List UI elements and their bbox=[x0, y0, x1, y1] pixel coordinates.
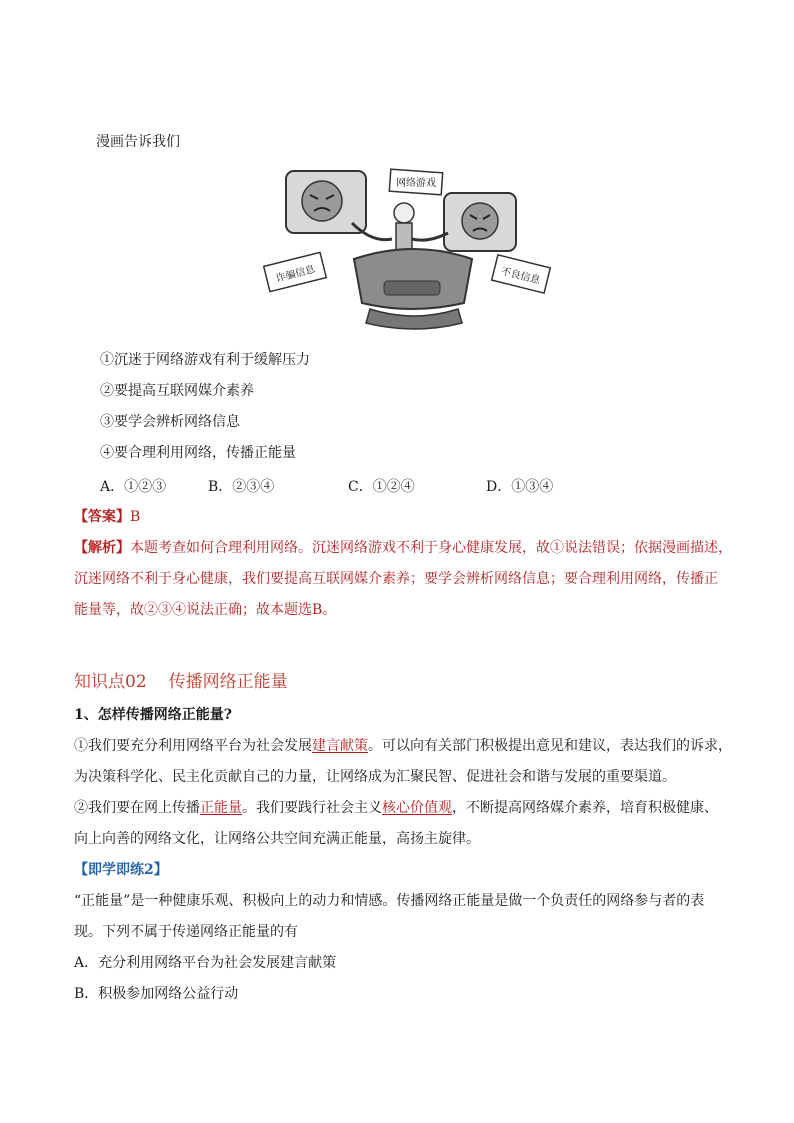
sign-top bbox=[389, 169, 442, 195]
analysis-label: 【解析】 bbox=[74, 540, 130, 556]
person-figure bbox=[394, 203, 414, 253]
section-heading bbox=[74, 667, 288, 692]
analysis-line-1: 【解析】本题考查如何合理利用网络。沉迷网络游戏不利于身心健康发展，故①说法错误；依据漫画描述， bbox=[74, 540, 732, 556]
keyword-zhengnengliang: 正能量 bbox=[200, 800, 242, 816]
statement-3: ③要学会辨析网络信息 bbox=[100, 414, 240, 430]
svg-text:诈骗信息: 诈骗信息 bbox=[274, 264, 317, 285]
option-a: A．①②③ bbox=[100, 479, 167, 495]
svg-text:不良信息: 不良信息 bbox=[499, 266, 542, 287]
statement-2: ②要提高互联网媒介素养 bbox=[100, 383, 254, 399]
intro-text: 漫画告诉我们 bbox=[96, 134, 180, 150]
para1-line-1: ①我们要充分利用网络平台为社会发展建言献策。可以向有关部门积极提出意见和建议，表达我们的诉求， bbox=[74, 738, 732, 754]
option-b: B．②③④ bbox=[208, 479, 275, 495]
para2-line-1: ②我们要在网上传播正能量。我们要践行社会主义核心价值观，不断提高网络媒介素养，培育积极健康、 bbox=[74, 800, 718, 816]
bottom-monitor-figure bbox=[354, 249, 472, 329]
question-heading: 1、怎样传播网络正能量? bbox=[74, 707, 232, 723]
keyword-jianyan: 建言献策 bbox=[312, 738, 368, 754]
option-c: C．①②④ bbox=[348, 479, 415, 495]
keyword-hexinjiazhiguan: 核心价值观 bbox=[382, 800, 452, 816]
para2-line-2: 向上向善的网络文化，让网络公共空间充满正能量，高扬主旋律。 bbox=[74, 831, 480, 847]
section-number: 知识点02 bbox=[74, 672, 147, 692]
practice-option-a: A．充分利用网络平台为社会发展建言献策 bbox=[74, 955, 337, 971]
analysis-line-3: 能量等，故②③④说法正确；故本题选B。 bbox=[74, 602, 337, 618]
answer-value: B bbox=[130, 509, 141, 525]
answer-line bbox=[74, 507, 140, 527]
practice-option-b: B．积极参加网络公益行动 bbox=[74, 986, 239, 1002]
svg-text:网络游戏: 网络游戏 bbox=[396, 178, 436, 189]
option-d: D．①③④ bbox=[486, 479, 554, 495]
practice-label: 【即学即练2】 bbox=[74, 862, 168, 878]
answer-label: 【答案】 bbox=[74, 509, 130, 525]
practice-question-line-1: “正能量”是一种健康乐观、积极向上的动力和情感。传播网络正能量是做一个负责任的网络参与者的表 bbox=[74, 893, 705, 909]
statement-4: ④要合理利用网络，传播正能量 bbox=[100, 445, 296, 461]
practice-question-line-2: 现。下列不属于传递网络正能量的有 bbox=[74, 924, 298, 940]
cartoon-illustration bbox=[262, 163, 562, 333]
section-title: 传播网络正能量 bbox=[168, 672, 288, 692]
statement-1: ①沉迷于网络游戏有利于缓解压力 bbox=[100, 352, 310, 368]
analysis-line-2: 沉迷网络不利于身心健康，我们要提高互联网媒介素养；要学会辨析网络信息；要合理利用网络，传播正 bbox=[74, 571, 718, 587]
para1-line-2: 为决策科学化、民主化贡献自己的力量，让网络成为汇聚民智、促进社会和谐与发展的重要渠道。 bbox=[74, 769, 676, 785]
